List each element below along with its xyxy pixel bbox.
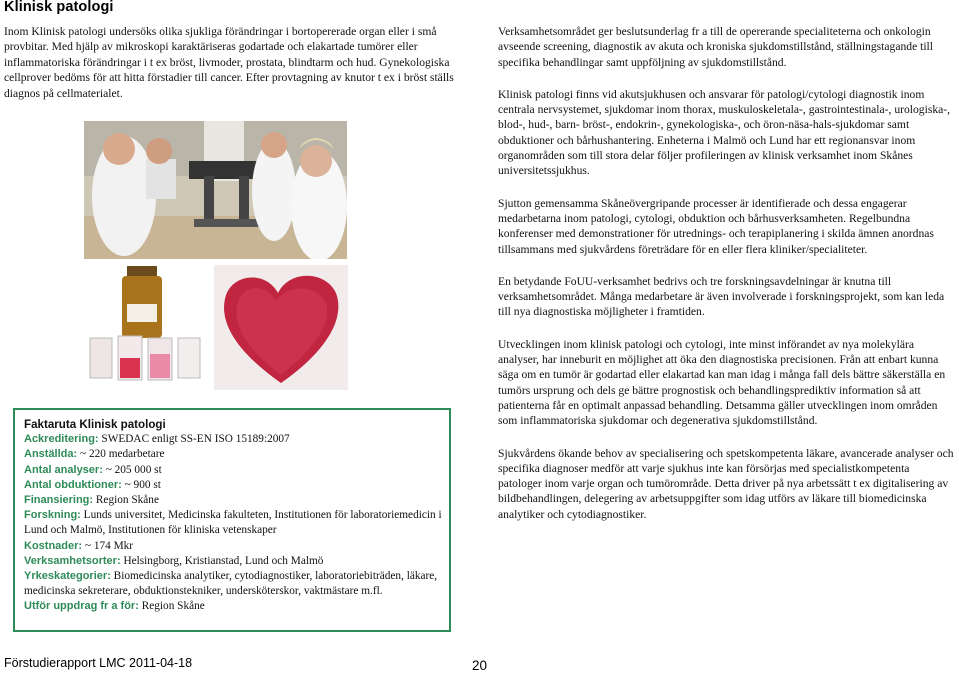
page-title: Klinisk patologi [4,0,114,15]
fact-box [13,408,451,632]
body-paragraph: En betydande FoUU-verksamhet bedrivs och tre forskningsavdelningar är knutna till verksamhetsområdet. Många medarbetare är även involverade i forskningsprojekt, som kan leda till nya diagnostiska möjligheter i framtiden. [498,274,945,319]
fact-row: Verksamhetsorter: Helsingborg, Kristianstad, Lund och Malmö [24,554,324,567]
lab-microscope-photo [84,121,347,259]
body-paragraph: Sjutton gemensamma Skåneövergripande processer är identifierade och dessa engagerar medarbetarna inom patologi, cytologi, obduktion och bårhusverksamheten. Regelbundna konferenser med demonstrationer för utrednings- och terapiplanering i skilda ämnen anordnas tillsammans med sjukvårdens företrädare för en eller flera kliniker/specialiteter. [498,196,934,256]
fact-row: Utför uppdrag fr a för: Region Skåne [24,600,205,613]
fact-row: Finansiering: Region Skåne [24,494,159,507]
fact-row: Antal analyser: ~ 205 000 st [24,463,162,476]
fact-row: Antal obduktioner: ~ 900 st [24,478,161,491]
fact-row: Kostnader: ~ 174 Mkr [24,539,134,552]
reagent-bottles-photo [82,266,207,390]
fact-row: Forskning: Lunds universitet, Medicinska fakulteten, Institutionen för laboratoriemedicin i Lund och Malmö, Institutionen för kliniska vetenskaper [24,509,442,537]
page-number: 20 [472,658,488,673]
heart-tissue-photo [214,265,348,390]
fact-box-title: Faktaruta Klinisk patologi [24,418,166,431]
body-paragraph: Verksamhetsområdet ger beslutsunderlag fr a till de opererande specialiteterna och onkologin avseende screening, diagnostik av akuta och kroniska sjukdomstillstånd, ställningstagande till specifika behandlingar samt uppföljning av sjukdomstillstånd. [498,25,933,69]
fact-row: Yrkeskategorier: Biomedicinska analytiker, cytodiagnostiker, laboratoriebiträden, läkare, medicinska sekreterare, obduktionstekniker, undersköterskor, vaktmästare m.fl. [24,570,438,598]
body-paragraph: Utvecklingen inom klinisk patologi och cytologi, inte minst införandet av nya molekylära analyser, har inneburit en möjlighet att öka den diagnostiska precisionen. Från att enbart kunna säga om en tumör är godartad eller elakartad kan man idag i många fall dels bättre säkerställa en tumörs ursprung och dels ge bättre prognostisk och behandlingsprediktiv information så att patienterna får en optimalt anpassad behandling. Detsamma gäller utvecklingen inom områden som inflammatoriska sjukdomar och degenerativa sjukdomstillstånd. [498,337,946,428]
fact-row: Ackreditering: SWEDAC enligt SS-EN ISO 15189:2007 [24,433,290,446]
footer-report-name: Förstudierapport LMC 2011-04-18 [4,656,193,670]
body-paragraph: Klinisk patologi finns vid akutsjukhusen och ansvarar för patologi/cytologi diagnostik inom centrala nervsystemet, sjukdomar inom thorax, muskuloskeletala-, gastrointestinala-, urologiska-, blod-, hud-, barn- bröst-, endokrin-, gynekologiska-, och öron-näsa-hals-sjukdomar samt obduktioner och bårhushantering. Enheterna i Malmö och Lund har ett regionansvar inom organområden som till stora delar följer profileringen av klinisk verksamhet inom Skånes universitetssjukhus. [498,87,951,178]
intro-paragraph: Inom Klinisk patologi undersöks olika sjukliga förändringar i bortopererade organ eller i små provbitar. Med hjälp av mikroskopi karaktäriseras godartade och elakartade tumörer eller inflammatoriska förändringar i t ex bröst, livmoder, prostata, blindtarm och hud. Gynekologiska cellprover bedöms för att hitta förstadier till cancer. Efter provtagning av knutor t ex i bröst ställs diagnos på cellmaterialet. [4,25,454,100]
body-paragraph: Sjukvårdens ökande behov av specialisering och spetskompetenta läkare, avancerade analyser och specifika diagnoser medför att varje sjukhus inte kan försörjas med specialistkompetenta patologer inom varje organ och tumörområde. Detta driver på nya arbetssätt t ex digitalisering av bildbehandlingen, delegering av arbetsuppgifter som idag utförs av läkare till biomedicinska analytiker och cytodiagnostiker. [498,446,954,521]
fact-row: Anställda: ~ 220 medarbetare [24,448,165,461]
right-column [498,24,956,539]
